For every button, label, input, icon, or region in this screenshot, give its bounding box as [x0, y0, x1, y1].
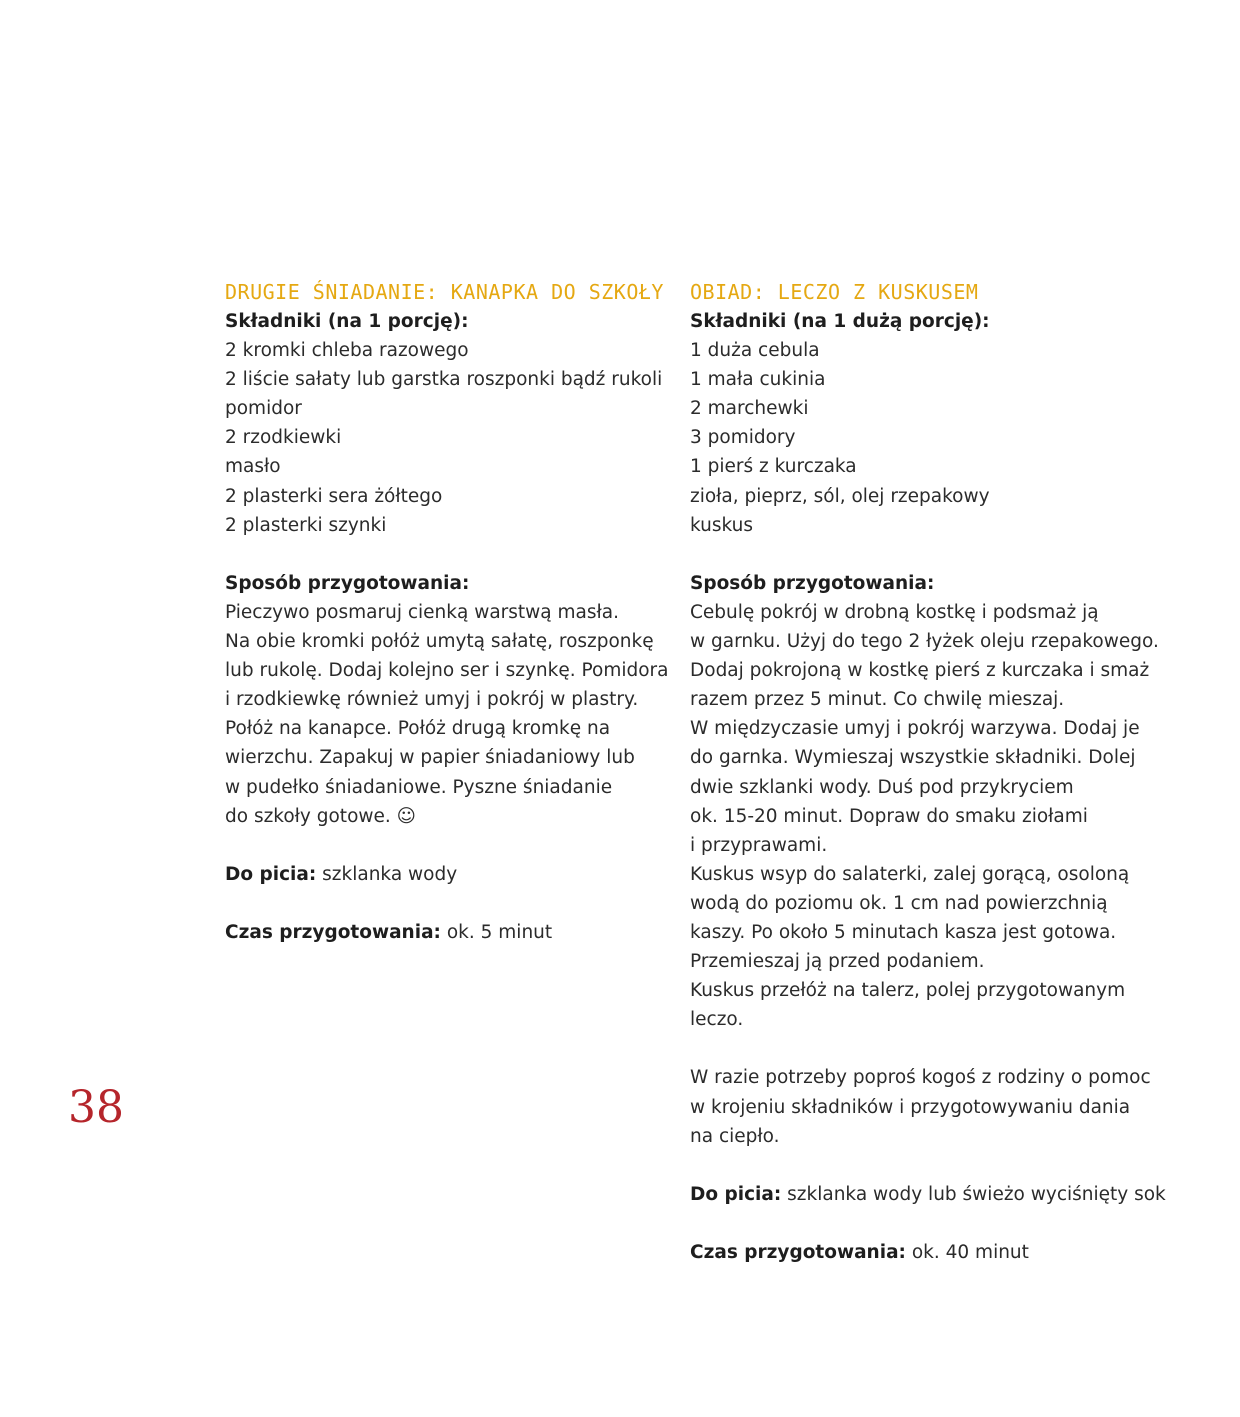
method-line: w garnku. Użyj do tego 2 łyżek oleju rzepakowego.: [690, 631, 1159, 653]
method-heading: Sposób przygotowania:: [690, 572, 935, 594]
ingredient-item: 2 liście sałaty lub garstka roszponki bądź rukoli: [225, 369, 663, 391]
recipe-title: OBIAD: LECZO Z KUSKUSEM: [690, 280, 979, 304]
method-line: i rzodkiewkę również umyj i pokrój w plastry.: [225, 689, 639, 711]
prep-time: [690, 1238, 1140, 1267]
recipe-right: [690, 278, 1166, 1267]
method-line: leczo.: [690, 1009, 744, 1031]
method-line: lub rukolę. Dodaj kolejno ser i szynkę. Pomidora: [225, 660, 669, 682]
page-number: 38: [68, 1082, 124, 1133]
ingredient-item: masło: [225, 456, 281, 478]
prep-time-value: ok. 5 minut: [440, 921, 553, 943]
ingredient-item: 2 marchewki: [690, 398, 809, 420]
method-line: Kuskus wsyp do salaterki, zalej gorącą, osoloną: [690, 863, 1130, 885]
method-line: Cebulę pokrój w drobną kostkę i podsmaż ją: [690, 601, 1099, 623]
method-line: W międzyczasie umyj i pokrój warzywa. Dodaj je: [690, 718, 1140, 740]
method-line: Przemieszaj ją przed podaniem.: [690, 951, 985, 973]
method-line: Połóż na kanapce. Połóż drugą kromkę na: [225, 718, 611, 740]
prep-time: [225, 918, 665, 947]
prep-time-value: ok. 40 minut: [905, 1242, 1029, 1263]
method-line: kaszy. Po około 5 minutach kasza jest gotowa.: [690, 921, 1117, 943]
method-text: [225, 598, 669, 831]
method-line: dwie szklanki wody. Duś pod przykryciem: [690, 776, 1074, 798]
help-line: na ciepło.: [690, 1125, 780, 1147]
ingredient-item: 1 mała cukinia: [690, 369, 826, 391]
method-line: Na obie kromki połóż umytą sałatę, roszponkę: [225, 631, 654, 653]
ingredient-item: 2 plasterki szynki: [225, 514, 387, 536]
ingredient-item: zioła, pieprz, sól, olej rzepakowy: [690, 485, 990, 507]
method-line: razem przez 5 minut. Co chwilę mieszaj.: [690, 689, 1065, 711]
method-line: w pudełko śniadaniowe. Pyszne śniadanie: [225, 776, 613, 798]
method-heading: Sposób przygotowania:: [225, 572, 470, 594]
method-line: wodą do poziomu ok. 1 cm nad powierzchnią: [690, 892, 1108, 914]
recipe-title: DRUGIE ŚNIADANIE: KANAPKA DO SZKOŁY: [225, 280, 664, 304]
ingredient-item: 2 plasterki sera żółtego: [225, 485, 443, 507]
method-text: [690, 598, 1159, 1034]
help-note: [690, 1063, 1151, 1150]
prep-time-label: Czas przygotowania:: [690, 1242, 906, 1263]
ingredients-heading: Składniki (na 1 dużą porcję):: [690, 311, 990, 332]
ingredients-list: [225, 336, 665, 540]
method-line: Pieczywo posmaruj cienką warstwą masła.: [225, 601, 619, 623]
method-line: ok. 15-20 minut. Dopraw do smaku ziołami: [690, 805, 1088, 827]
drink-value: szklanka wody lub świeżo wyciśnięty sok: [781, 1183, 1166, 1205]
method-line: do szkoły gotowe. ☺: [225, 805, 416, 827]
help-line: w krojeniu składników i przygotowywaniu dania: [690, 1096, 1131, 1118]
ingredient-item: 2 kromki chleba razowego: [225, 340, 469, 362]
drink-label: Do picia:: [690, 1183, 782, 1205]
help-line: W razie potrzeby poproś kogoś z rodziny o pomoc: [690, 1067, 1151, 1089]
prep-time-label: Czas przygotowania:: [225, 921, 441, 943]
drink-value: szklanka wody: [316, 863, 458, 885]
drink-info: [690, 1180, 1166, 1209]
method-line: wierzchu. Zapakuj w papier śniadaniowy lub: [225, 747, 635, 769]
method-line: do garnka. Wymieszaj wszystkie składniki. Dolej: [690, 747, 1136, 769]
method-line: Kuskus przełóż na talerz, polej przygotowanym: [690, 980, 1126, 1002]
ingredients-heading: Składniki (na 1 porcję):: [225, 311, 469, 332]
method-line: Dodaj pokrojoną w kostkę pierś z kurczaka i smaż: [690, 660, 1150, 682]
ingredients-list: [690, 336, 1140, 540]
recipe-left: [225, 278, 669, 947]
drink-info: [225, 860, 665, 889]
ingredient-item: 1 pierś z kurczaka: [690, 456, 857, 478]
ingredient-item: 1 duża cebula: [690, 340, 820, 362]
method-line: i przyprawami.: [690, 834, 828, 856]
ingredient-item: pomidor: [225, 398, 302, 420]
ingredient-item: 3 pomidory: [690, 427, 796, 449]
drink-label: Do picia:: [225, 863, 317, 885]
ingredient-item: kuskus: [690, 514, 754, 536]
ingredient-item: 2 rzodkiewki: [225, 427, 342, 449]
